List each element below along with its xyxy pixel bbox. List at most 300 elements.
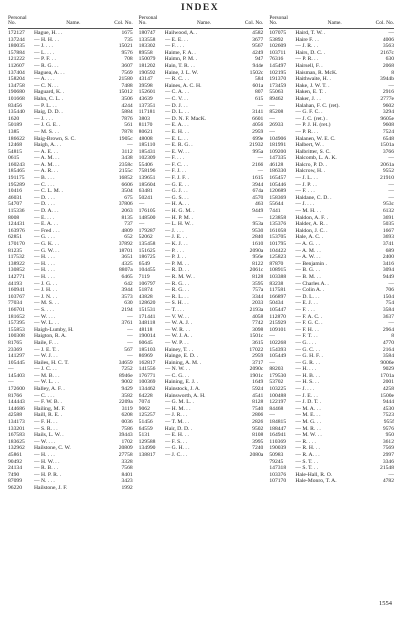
entry-name: Haird, T. W. . <box>295 30 326 36</box>
index-entry <box>139 353 264 360</box>
entry-name: — F. C. . . <box>164 161 188 168</box>
entry-col-no: — <box>388 155 395 162</box>
entry-col-no: 3098 <box>252 326 264 333</box>
index-entry <box>139 320 264 327</box>
entry-personal-no: 151625 <box>138 247 156 254</box>
entry-name: Haigton, R. A. <box>34 333 67 340</box>
index-column <box>269 15 394 587</box>
index-entry <box>269 56 394 63</box>
entry-personal-no: 60645 <box>138 339 153 346</box>
entry-name: — J. . . . <box>295 201 315 208</box>
entry-personal-no: 6549 <box>138 260 150 267</box>
index-entry <box>139 129 264 136</box>
index-entry <box>8 96 133 103</box>
entry-personal-no: — <box>269 359 275 366</box>
entry-personal-no: 55406 <box>138 161 153 168</box>
entry-personal-no: 132962 <box>8 445 25 452</box>
entry-personal-no: 152601 <box>138 89 156 96</box>
entry-name: — P. R. . . <box>295 128 319 135</box>
entry-col-no: 7524 <box>382 128 395 135</box>
index-entry <box>8 274 133 281</box>
index-entry <box>139 314 264 321</box>
entry-name: — H. P. R. . <box>34 471 62 478</box>
entry-name: Haldon, J. C. . <box>295 227 328 234</box>
index-entry <box>139 43 264 50</box>
index-entry <box>8 241 133 248</box>
entry-name: — J. C. (ret.) . <box>295 115 328 122</box>
header-name: Name. <box>66 20 81 27</box>
index-entry <box>269 195 394 202</box>
entry-personal-no: 163976 <box>8 227 25 234</box>
entry-col-no: 1702 <box>121 438 133 445</box>
entry-col-no: 8946e <box>119 372 133 379</box>
entry-col-no: 3995 <box>252 438 264 445</box>
entry-personal-no: 55644 <box>269 201 284 208</box>
entry-col-no: — <box>388 280 395 287</box>
entry-name: — H. G. M. . <box>164 208 195 215</box>
entry-col-no: — <box>388 30 395 36</box>
entry-name: Hairsell, F. . <box>295 62 323 69</box>
index-entry <box>139 360 264 367</box>
entry-name: Haines, A. C. H. <box>164 82 202 89</box>
column-header <box>269 15 394 29</box>
entry-personal-no: 137351 <box>138 102 156 109</box>
entry-col-no: 3741 <box>382 241 395 247</box>
index-entry <box>269 320 394 327</box>
index-entry <box>8 182 133 189</box>
entry-personal-no: 83456 <box>8 102 22 109</box>
entry-personal-no: 161058 <box>269 227 287 234</box>
entry-personal-no: 181202 <box>138 62 156 69</box>
entry-col-no: 6208 <box>121 412 133 419</box>
index-entry <box>139 426 264 433</box>
entry-col-no: — <box>388 320 395 327</box>
index-entry <box>269 274 394 281</box>
index-entry <box>8 30 133 37</box>
index-entry <box>139 347 264 354</box>
entry-col-no: 3615 <box>252 339 264 346</box>
index-rows <box>139 30 264 459</box>
entry-name: — J. G. E. . <box>34 122 61 129</box>
entry-name: — W. P. . . <box>164 339 189 346</box>
index-entry <box>8 439 133 446</box>
entry-name: Halcrow, H. . <box>295 168 326 175</box>
index-entry <box>8 320 133 327</box>
entry-personal-no: 48118 <box>138 326 153 333</box>
entry-col-no: 20809 <box>118 445 133 452</box>
entry-personal-no: 7074 <box>138 399 150 406</box>
index-entry <box>8 485 133 492</box>
index-entry <box>269 103 394 110</box>
entry-name: — J. P. . . <box>295 181 317 188</box>
index-entry <box>269 432 394 439</box>
entry-name: — W. J. . . <box>34 353 58 360</box>
index-entry <box>8 208 133 215</box>
entry-name: Halder, A. R. . <box>295 221 328 228</box>
entry-personal-no: 195289 <box>8 181 25 188</box>
entry-personal-no: 125823 <box>269 254 287 261</box>
entry-name: — B. M. . . <box>295 273 321 280</box>
entry-name: — A. M. . . <box>34 155 60 162</box>
entry-col-no: 9567 <box>252 43 264 50</box>
index-entry <box>139 254 264 261</box>
entry-personal-no: 115336 <box>8 208 25 215</box>
entry-col-no: 995a <box>252 148 264 155</box>
entry-personal-no: 138922 <box>8 260 25 267</box>
entry-personal-no: 43147 <box>138 76 153 83</box>
entry-personal-no: 42588 <box>8 412 22 419</box>
entry-personal-no: — <box>269 128 275 135</box>
entry-name: Haldon, A. F. . <box>295 214 328 221</box>
index-entry <box>8 83 133 90</box>
index-entry <box>8 426 133 433</box>
index-entry <box>8 56 133 63</box>
index-entry <box>269 360 394 367</box>
index-entry <box>139 373 264 380</box>
entry-personal-no: 80621 <box>138 128 153 135</box>
entry-col-no: 807 <box>254 89 264 96</box>
entry-personal-no: 107075 <box>269 30 287 36</box>
index-entry <box>139 228 264 235</box>
entry-name: — G. C. . . <box>295 346 320 353</box>
index-entry <box>269 439 394 446</box>
entry-name: — J. C. . . <box>164 452 188 458</box>
entry-personal-no: 185604 <box>138 181 156 188</box>
entry-personal-no: 179287 <box>138 227 156 234</box>
entry-personal-no: 139651 <box>138 175 156 182</box>
entry-col-no: 3328 <box>121 458 133 465</box>
entry-personal-no: 164941 <box>269 432 287 439</box>
entry-name: — J. C. . . <box>34 366 57 373</box>
page-number: 1554 <box>379 600 392 607</box>
header-name: Name. <box>327 20 342 27</box>
entry-personal-no: 183302 <box>138 43 156 50</box>
index-entry <box>139 76 264 83</box>
entry-col-no: 8128 <box>252 273 264 280</box>
index-entry <box>269 366 394 373</box>
entry-col-no: 9502 <box>252 425 264 432</box>
index-entry <box>8 70 133 77</box>
entry-personal-no: 117532 <box>8 254 25 261</box>
entry-col-no: 2400 <box>382 254 395 261</box>
entry-personal-no: 135458 <box>138 241 156 247</box>
index-entry <box>269 96 394 103</box>
entry-col-no: 674a <box>252 188 264 195</box>
index-entry <box>139 241 264 248</box>
entry-name: Haig-Brown, S. C. <box>34 135 76 142</box>
index-entry <box>8 432 133 439</box>
entry-name: — S. T. . . <box>295 458 319 465</box>
entry-col-no: 567 <box>124 346 133 353</box>
index-entry <box>139 261 264 268</box>
entry-personal-no: 153705 <box>269 234 287 241</box>
entry-personal-no: 81235 <box>8 247 22 254</box>
entry-col-no: 5924 <box>252 386 264 393</box>
entry-col-no: 2358c <box>119 161 133 168</box>
entry-personal-no: 185110 <box>138 142 156 149</box>
entry-name: — J. . . . <box>295 386 315 393</box>
index-entry <box>269 327 394 334</box>
entry-col-no: 2001 <box>382 379 395 386</box>
entry-col-no: 2194 <box>121 306 133 313</box>
index-entry <box>269 465 394 472</box>
entry-name: — T. . . . <box>164 306 185 313</box>
index-entry <box>139 327 264 334</box>
entry-personal-no: 9062 <box>138 405 150 412</box>
entry-personal-no: 100369 <box>138 379 156 386</box>
entry-personal-no: 167583 <box>8 432 25 439</box>
entry-name: — Charles A. . <box>295 280 329 287</box>
entry-name: — N. W. . . <box>164 366 191 373</box>
entry-col-no: — <box>388 181 395 188</box>
entry-col-no: 642 <box>124 280 133 287</box>
entry-col-no: 3094 <box>382 267 395 274</box>
entry-personal-no: 104422 <box>269 247 287 254</box>
index-entry <box>139 30 264 37</box>
entry-col-no: 7252 <box>121 366 133 373</box>
index-entry <box>269 182 394 189</box>
entry-name: — W. L. . . <box>34 320 59 327</box>
entry-personal-no: 157395 <box>8 320 25 327</box>
entry-name: — V. W. . . <box>164 313 190 320</box>
entry-personal-no: 134990 <box>138 445 156 452</box>
entry-name: — D. . . . <box>34 194 55 201</box>
entry-personal-no: 51874 <box>138 287 153 294</box>
entry-personal-no: 117581 <box>269 287 286 294</box>
entry-col-no: 615 <box>254 95 264 102</box>
entry-name: — W. . . . <box>34 438 56 445</box>
entry-personal-no: 103225 <box>269 386 287 393</box>
entry-col-no: 8 <box>391 69 395 76</box>
index-entry <box>139 267 264 274</box>
entry-col-no: 4770 <box>382 339 395 346</box>
entry-name: — W. J. A. . <box>164 333 193 340</box>
index-entry <box>269 76 394 83</box>
entry-col-no: — <box>257 168 264 175</box>
entry-col-no: 3416 <box>382 260 395 267</box>
entry-col-no: 2033 <box>252 300 264 307</box>
entry-personal-no: 138817 <box>138 452 156 458</box>
index-entry <box>8 103 133 110</box>
index-entry <box>8 307 133 314</box>
index-entry <box>139 188 264 195</box>
index-entry <box>269 294 394 301</box>
index-entry <box>139 109 264 116</box>
entry-name: — A. E. . . <box>34 148 58 155</box>
column-header <box>8 15 133 29</box>
entry-personal-no: 130852 <box>8 267 25 274</box>
entry-name: — H. H. . . <box>34 36 59 43</box>
index-rows <box>269 30 394 485</box>
entry-personal-no: 87870 <box>269 260 284 267</box>
entry-name: — D. N. F. MacK. <box>164 115 207 122</box>
entry-personal-no: 186622 <box>8 135 25 142</box>
index-entry <box>139 432 264 439</box>
entry-name: — R. G. . . <box>164 287 190 294</box>
index-entry <box>139 340 264 347</box>
entry-name: — M. W. . . <box>295 432 322 439</box>
entry-personal-no: 50983 <box>269 452 284 458</box>
entry-name: — S. T. . . <box>295 465 319 472</box>
entry-col-no: — <box>127 339 133 346</box>
index-entry <box>269 426 394 433</box>
entry-name: — E. H. . . <box>164 128 189 135</box>
entry-col-no: 4006 <box>382 36 395 43</box>
entry-name: — W. R. . . <box>164 326 190 333</box>
entry-personal-no: 123858 <box>269 214 287 221</box>
entry-name: — T. M. . . <box>164 419 190 426</box>
entry-col-no: 4244 <box>121 102 133 109</box>
index-entry <box>8 459 133 466</box>
index-entry <box>8 406 133 413</box>
entry-personal-no: 62851 <box>8 234 22 241</box>
index-entry <box>8 50 133 57</box>
entry-col-no: 34659 <box>118 359 133 366</box>
entry-personal-no: 142771 <box>8 273 25 280</box>
index-column <box>139 15 264 587</box>
index-entry <box>139 412 264 419</box>
entry-personal-no: 103376 <box>269 471 287 478</box>
index-entry <box>8 149 133 156</box>
entry-name: — P. J. H. (ret.) <box>295 122 331 129</box>
index-entry <box>8 393 133 400</box>
entry-col-no: 3693 <box>382 234 395 241</box>
entry-personal-no: 134758 <box>8 82 25 89</box>
entry-personal-no: 87099 <box>8 478 22 485</box>
entry-name: — H. B. . . <box>295 372 320 379</box>
entry-personal-no: 170170 <box>8 241 25 247</box>
entry-name: — F. J. F. . <box>164 175 189 182</box>
entry-col-no: 3612 <box>382 438 395 445</box>
header-col-no: Col. No. <box>375 20 395 27</box>
entry-col-no: 3141 <box>252 109 264 116</box>
entry-name: — H. . . . <box>34 267 55 274</box>
entry-name: Haken, E. T. . <box>295 89 327 96</box>
entry-name: Haining, A. M. . <box>164 359 202 366</box>
entry-name: — S. H. . . <box>164 300 189 307</box>
entry-col-no: — <box>388 188 395 195</box>
entry-name: — K. J. . . <box>164 241 188 247</box>
entry-personal-no: 134173 <box>8 419 25 426</box>
entry-personal-no: 103711 <box>269 49 286 56</box>
entry-col-no: 2209a <box>119 399 133 406</box>
entry-col-no: 689 <box>385 247 395 254</box>
entry-col-no: 9429 <box>121 386 133 393</box>
entry-personal-no: 89462 <box>269 95 284 102</box>
entry-name: — R. G. . . <box>164 280 190 287</box>
index-entry <box>269 234 394 241</box>
entry-name: — E. R. G. . <box>164 142 193 149</box>
entry-personal-no: 100488 <box>269 392 287 399</box>
entry-personal-no: 154393 <box>269 346 287 353</box>
entry-personal-no: 53702 <box>269 379 284 386</box>
entry-personal-no: 121222 <box>8 56 25 63</box>
entry-col-no: 4056 <box>252 122 264 129</box>
entry-name: — A. M. . . <box>295 247 321 254</box>
index-entry <box>8 116 133 123</box>
entry-personal-no: 758196 <box>138 168 156 175</box>
index-entry <box>8 254 133 261</box>
entry-col-no: 1901c <box>249 372 264 379</box>
entry-col-no: 3563 <box>382 43 395 50</box>
entry-personal-no: 157884 <box>8 49 25 56</box>
entry-personal-no: 129588 <box>138 438 156 445</box>
entry-personal-no: 44193 <box>8 280 22 287</box>
entry-personal-no: 190592 <box>138 69 156 76</box>
entry-name: — G. W. . . <box>34 247 60 254</box>
index-entry <box>269 168 394 175</box>
entry-name: — L. H. W. . <box>164 221 194 228</box>
entry-col-no: — <box>127 313 133 320</box>
entry-col-no: 2063 <box>121 208 133 215</box>
entry-personal-no: 107170 <box>269 478 287 485</box>
index-entry <box>269 116 394 123</box>
entry-personal-no: 137404 <box>8 69 25 76</box>
entry-col-no: 630 <box>124 300 133 307</box>
entry-name: — S. . . . <box>34 306 54 313</box>
entry-col-no: 37806 <box>118 201 133 208</box>
entry-col-no: — <box>127 142 133 149</box>
entry-col-no: 7586 <box>121 425 133 432</box>
entry-col-no: 16852 <box>118 175 133 182</box>
entry-personal-no: 8008 <box>8 214 20 221</box>
index-entry <box>8 201 133 208</box>
entry-name: Hailes, H. C. T. <box>34 359 69 366</box>
entry-name: — W. L. . . <box>34 379 59 386</box>
entry-personal-no: 185431 <box>138 148 156 155</box>
index-entry <box>269 142 394 149</box>
entry-col-no: 3582 <box>121 392 133 399</box>
entry-col-no: 7568 <box>121 465 133 472</box>
entry-personal-no: 7441 <box>269 208 281 215</box>
entry-name: — F. S. . . <box>164 438 188 445</box>
entry-personal-no: 55063 <box>269 89 284 96</box>
entry-personal-no: 81170 <box>138 122 153 129</box>
entry-personal-no: — <box>8 366 14 373</box>
entry-name: — M. B. . . <box>34 372 60 379</box>
entry-name: — H. P. M. . <box>164 214 193 221</box>
entry-col-no: 2964 <box>382 326 395 333</box>
entry-col-no: 947 <box>254 56 264 63</box>
index-entry <box>139 445 264 452</box>
entry-col-no: 9029 <box>382 366 395 373</box>
entry-col-no: 9605e <box>380 115 395 122</box>
index-entry <box>139 300 264 307</box>
index-entry <box>139 406 264 413</box>
entry-personal-no: 23369 <box>8 346 22 353</box>
entry-col-no: — <box>127 353 133 360</box>
entry-personal-no: 135376 <box>269 221 287 228</box>
entry-col-no: 3294 <box>382 109 395 116</box>
entry-personal-no: 133558 <box>138 36 156 43</box>
entry-name: — F. G. C. . <box>295 320 323 327</box>
entry-name: — C. G. . . <box>164 372 190 379</box>
index-entry <box>139 83 264 90</box>
index-rows <box>8 30 133 492</box>
index-entry <box>269 162 394 169</box>
entry-personal-no: 110369 <box>269 438 286 445</box>
entry-col-no: 4582 <box>252 30 264 36</box>
index-entry <box>8 136 133 143</box>
entry-personal-no: 103388 <box>269 273 287 280</box>
index-entry <box>8 109 133 116</box>
entry-name: — G. . . . <box>34 234 55 241</box>
entry-personal-no: 105447 <box>269 306 287 313</box>
entry-col-no: 3766 <box>382 148 395 155</box>
entry-col-no: 2193a <box>249 306 264 313</box>
entry-col-no: 3637 <box>382 313 395 320</box>
index-entry <box>8 37 133 44</box>
